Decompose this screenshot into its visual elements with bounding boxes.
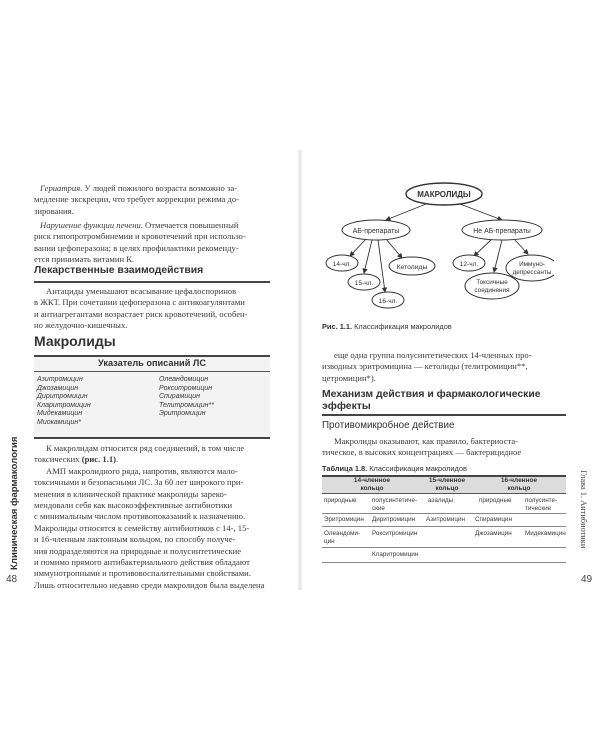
node-immunosuppressants — [506, 255, 554, 281]
antimicrobial-paragraph — [322, 436, 566, 459]
cell-line: тические — [525, 504, 552, 512]
node-label: 15-чл. — [354, 280, 374, 287]
macrolide-classification-diagram — [314, 176, 554, 316]
arrow — [460, 204, 502, 220]
node-label: 12-чл. — [459, 261, 479, 268]
node-toxic-compounds — [465, 273, 519, 299]
drug-item: Джозамицин — [37, 384, 79, 392]
liver-label: Нарушение функции печени — [40, 220, 141, 230]
index-sub-rule — [34, 371, 270, 372]
table-cell: Кларитромицин — [372, 551, 419, 558]
text-line: тическое, в высоких концентрациях — бактерицидное — [322, 447, 522, 458]
table-cell — [372, 497, 417, 512]
text-line: изводных эритромицина — кетолиды (телитромицин**, — [322, 361, 528, 372]
text-line: ется принимать витамин К. — [34, 254, 135, 265]
geriatrics-label: Гериатрия — [40, 183, 81, 193]
arrow — [494, 240, 502, 272]
text-line: и помимо прямого антибактериального действия обладают — [34, 557, 250, 568]
cell-line: полусинтетиче- — [372, 497, 418, 504]
text-line: токсических — [34, 454, 82, 465]
header-line: 15-членное — [428, 477, 466, 484]
heading-rule — [322, 414, 566, 416]
node-label: депрессанты — [512, 269, 552, 276]
page-number-right: 49 — [581, 574, 593, 585]
arrow — [514, 239, 528, 254]
text-line: менения в клинической практике макролиды зареко- — [34, 488, 227, 499]
node-label: 14-чл. — [332, 261, 352, 268]
text-line: зирования. — [34, 205, 74, 216]
text-line: и 16-членным лактонным кольцом, по способу получе- — [34, 534, 236, 545]
node-label: 16-чл. — [378, 298, 398, 305]
text-line: в ЖКТ. При сочетании цефоперазона с антикоагулянтами — [34, 297, 245, 308]
row-rule — [322, 547, 566, 548]
antimicrobial-heading: Противомикробное действие — [322, 420, 455, 431]
text-line: с минимальным числом противопоказаний к назначению. — [34, 511, 246, 522]
running-title-left: Клиническая фармакология — [9, 436, 20, 570]
table-cell: Азитромицин — [426, 516, 465, 523]
row-rule — [322, 513, 566, 514]
arrow — [386, 204, 426, 220]
drug-item: Телитромицин** — [159, 401, 214, 409]
arrow — [386, 239, 402, 258]
text-line: ния подразделяются на природные и полусинтетические — [34, 545, 242, 556]
drug-index-heading: Указатель описаний ЛС — [97, 358, 206, 368]
text-line: мендовали себя как высокоэффективные антибиотики — [34, 500, 233, 511]
text-line: медление экскреции, что требует коррекции режима до- — [34, 194, 240, 205]
text-line: иммунотропными и противовоспалительными свойствами. — [34, 568, 251, 579]
header-line: кольцо — [507, 484, 531, 492]
text-line: цетромицин*). — [322, 372, 376, 383]
row-rule — [322, 526, 566, 527]
index-top-rule — [34, 355, 270, 357]
text-line: еще одна группа полусинтетических 14-членных про- — [334, 350, 532, 360]
cell-line: Олеандоми- — [324, 530, 361, 537]
figure-reference: (рис. 1.1) — [81, 454, 117, 465]
header-15-member — [422, 477, 472, 492]
drug-item: Эритромицин — [159, 410, 206, 418]
drug-item: Рокситромицин — [159, 384, 213, 392]
text-line: токсичными и безопасными ЛС. За 60 лет широкого при- — [34, 477, 244, 488]
table-cell: Рокситромицин — [372, 530, 418, 537]
figure-caption — [322, 322, 452, 331]
table-cell: природные — [479, 497, 512, 504]
drug-item: Спирамицин — [159, 393, 201, 401]
header-line: кольцо — [360, 484, 384, 492]
page-number-left: 48 — [6, 574, 18, 585]
node-label: Кетолиды — [396, 264, 428, 271]
text-line: К макролидам относится ряд соединений, в том числе — [46, 443, 245, 453]
cell-line: цин — [324, 537, 335, 545]
text-line: . — [116, 454, 119, 465]
drug-item: Кларитромицин — [37, 401, 91, 409]
arrow — [350, 239, 366, 256]
table-caption — [322, 464, 467, 473]
table-caption-label: Таблица 1.8. — [322, 464, 368, 473]
drug-list-col1 — [37, 376, 91, 428]
liver-paragraph — [34, 220, 270, 266]
text-line: . Отмечается повышенный — [140, 220, 239, 230]
drug-list-col2 — [159, 376, 214, 419]
row-rule — [322, 562, 566, 563]
table-cell: Спирамицин — [475, 516, 512, 523]
running-title-right: Глава 1. Антибиотики — [579, 470, 588, 549]
node-label: Иммуно- — [519, 261, 545, 268]
table-cell: Диритромицин — [372, 516, 416, 523]
node-label: АБ-препараты — [352, 228, 400, 235]
text-line: вании цефоперазона; в целях профилактики рекоменду- — [34, 242, 239, 253]
drug-item: Азитромицин — [37, 376, 83, 383]
node-label: МАКРОЛИДЫ — [417, 190, 471, 199]
index-bottom-rule — [34, 437, 270, 439]
drug-item: Мидекамицин — [37, 410, 83, 418]
text-line: но желудочно-кишечных. — [34, 320, 128, 331]
drug-item: Олеандомицин — [159, 376, 209, 383]
text-line: АМП макролидного ряда, напротив, являются мало- — [46, 465, 238, 476]
table-cell: Эритромицин — [324, 516, 364, 523]
header-line: 14-членное — [353, 477, 391, 484]
heading-line: Механизм действия и фармакологические — [322, 389, 541, 400]
cell-line: полусинте- — [525, 497, 558, 504]
table-cell: Мидекамицин — [525, 530, 566, 537]
drug-item: Миокамицин* — [37, 418, 81, 426]
header-line: 16-членное — [500, 477, 538, 484]
macrolides-heading: Макролиды — [34, 333, 116, 349]
node-label: Не АБ-препараты — [473, 228, 531, 235]
text-line: Макролиды оказывают, как правило, бактериоста- — [334, 436, 519, 446]
interactions-paragraph — [34, 286, 270, 332]
header-line: кольцо — [435, 484, 459, 492]
continuation-paragraph — [322, 350, 566, 384]
header-rule — [322, 493, 566, 494]
table-cell: природные — [324, 497, 357, 504]
text-line: Лишь относительно недавно среди макролидов была выделена — [34, 579, 265, 590]
node-label: Токсичные — [476, 279, 508, 286]
interactions-heading: Лекарственные взаимодействия — [34, 265, 204, 276]
arrow — [364, 240, 372, 273]
geriatrics-paragraph — [34, 183, 270, 217]
classification-table — [322, 475, 566, 575]
table-caption-text: Классификация макролидов — [367, 464, 467, 473]
table-cell — [324, 530, 360, 545]
mechanism-heading — [322, 389, 541, 413]
text-line: риск гипопротромбинемии и кровотечений при использо- — [34, 231, 246, 242]
text-line: и антиагрегантами возрастает риск кровотечений, особен- — [34, 308, 248, 319]
header-16-member — [472, 477, 566, 492]
figure-caption-label: Рис. 1.1. — [322, 322, 353, 331]
text-line: . У людей пожилого возраста возможно за- — [80, 183, 238, 193]
heading-line: эффекты — [322, 401, 371, 412]
figure-caption-text: Классификация макролидов — [352, 322, 452, 331]
table-cell — [525, 497, 557, 512]
arrow — [474, 239, 492, 256]
cell-line: ские — [372, 504, 385, 512]
node-label: соединения — [474, 287, 510, 294]
text-line: Антациды уменьшают всасывание цефалоспоринов — [46, 286, 237, 296]
table-cell: Джозамицин — [475, 530, 512, 537]
table-cell: азалиды — [428, 497, 454, 504]
drug-item: Диритромицин — [37, 393, 88, 401]
macrolides-paragraph — [34, 443, 270, 591]
text-line: Макролиды относятся к семейству антибиотиков с 14-, 15- — [34, 522, 250, 533]
right-page — [300, 0, 600, 750]
header-14-member — [322, 477, 422, 492]
heading-rule — [34, 281, 270, 283]
